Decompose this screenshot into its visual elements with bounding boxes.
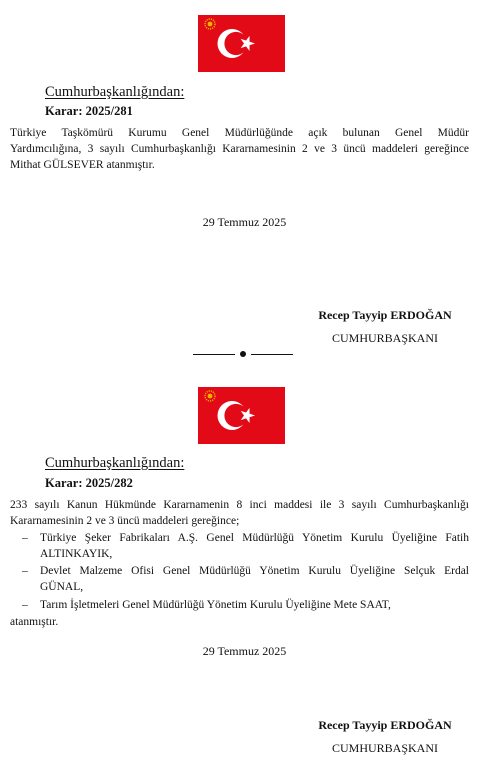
body-line: Türkiye Taşkömürü Kurumu Genel Müdürlüğünde açık bulunan Genel Müdür: [10, 127, 469, 139]
body-line: Mithat GÜLSEVER atanmıştır.: [10, 159, 155, 171]
signer-name: Recep Tayyip ERDOĞAN: [318, 308, 452, 322]
intro-line: Kararnamesinin 2 ve 3 üncü maddeleri gereğince;: [10, 515, 240, 527]
separator-line: [193, 354, 235, 355]
list-dash: –: [22, 532, 28, 544]
turkish-flag-icon: [198, 387, 285, 444]
decree-intro: [10, 497, 469, 529]
intro-line: 233 sayılı Kanun Hükmünde Kararnamenin 8 inci maddesi ile 3 sayılı Cumhurbaşkanlığı: [10, 499, 469, 511]
item-line: GÜNAL,: [40, 581, 84, 593]
separator-line: [251, 354, 293, 355]
item-line: Türkiye Şeker Fabrikaları A.Ş. Genel Müdürlüğü Yönetim Kurulu Üyeliğine Fatih: [40, 532, 469, 544]
list-dash: –: [22, 599, 28, 611]
item-line: ALTINKAYIK,: [40, 548, 113, 560]
separator-dot-icon: [240, 351, 246, 357]
closing-text: atanmıştır.: [10, 616, 59, 628]
list-dash: –: [22, 565, 28, 577]
authority-heading: Cumhurbaşkanlığından:: [45, 455, 185, 471]
decision-number: Karar: 2025/282: [45, 476, 133, 490]
decree-body: [10, 125, 469, 173]
signer-title: CUMHURBAŞKANI: [331, 331, 438, 345]
section-separator: [193, 347, 293, 361]
decree-date: 29 Temmuz 2025: [202, 644, 287, 658]
decision-number: Karar: 2025/281: [45, 104, 133, 118]
item-line: Tarım İşletmeleri Genel Müdürlüğü Yönetim Kurulu Üyeliğine Mete SAAT,: [40, 599, 391, 611]
body-line: Yardımcılığına, 3 sayılı Cumhurbaşkanlığı Kararnamesinin 2 ve 3 üncü maddeleri gereğince: [10, 143, 469, 155]
item-line: Devlet Malzeme Ofisi Genel Müdürlüğü Yönetim Kurulu Üyeliğine Selçuk Erdal: [40, 565, 469, 577]
turkish-flag-icon: [198, 15, 285, 72]
decree-closing: [10, 614, 469, 630]
authority-heading: Cumhurbaşkanlığından:: [45, 84, 185, 100]
signer-title: CUMHURBAŞKANI: [331, 741, 438, 755]
signer-name: Recep Tayyip ERDOĞAN: [318, 718, 452, 732]
decree-date: 29 Temmuz 2025: [202, 215, 287, 229]
